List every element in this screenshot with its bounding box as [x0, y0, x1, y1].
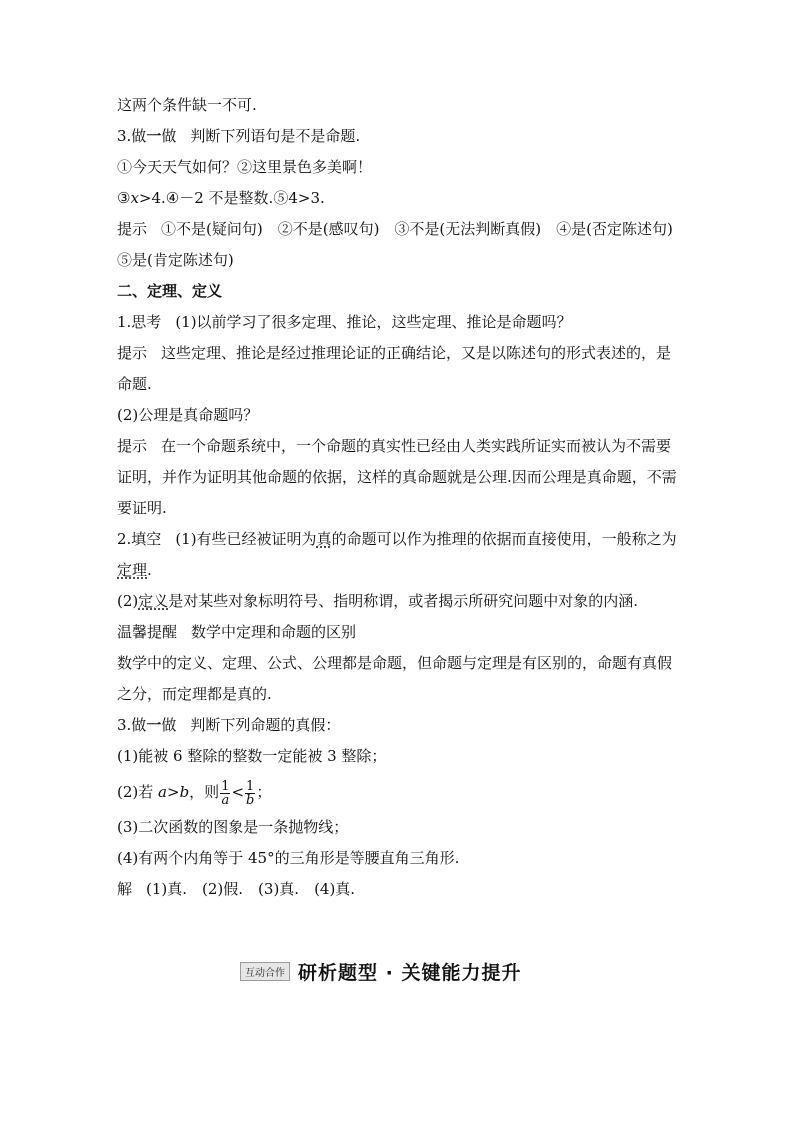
hint-label: 提示 — [117, 220, 148, 238]
math-operator: < — [231, 783, 245, 801]
fill-blank-2 — [117, 586, 682, 617]
blank-answer: 定义 — [138, 592, 169, 610]
section-banner — [240, 956, 521, 986]
reminder-text: 数学中定理和命题的区别 — [191, 623, 357, 641]
text-line: (3)二次函数的图象是一条抛物线； — [117, 818, 349, 836]
math-operator: > — [166, 783, 180, 801]
text-line: (2)公理是真命题吗？ — [117, 406, 259, 424]
reminder-heading — [117, 617, 682, 648]
hint-text: 这些定理、推论是经过推理论证的正确结论，又是以陈述句的形式表述的，是命题. — [117, 344, 672, 393]
fraction-1-over-b — [245, 780, 255, 807]
solution-text: (1)真. (2)假. (3)真. (4)真. — [146, 880, 356, 898]
think-question-1 — [117, 307, 682, 338]
blank-answer: 真 — [316, 530, 332, 548]
hint-paragraph-1 — [117, 214, 682, 245]
fill-label: 2.填空 — [117, 530, 162, 548]
think-text: (1)以前学习了很多定理、推论，这些定理、推论是命题吗？ — [175, 313, 572, 331]
text-line: ①今天天气如何？②这里景色多美啊！ — [117, 158, 373, 176]
text-fragment: >4.④－2 不是整数.⑤4>3. — [138, 189, 325, 207]
solution-label: 解 — [117, 880, 133, 898]
interaction-badge: 互动合作 — [240, 962, 290, 981]
practice-text: 判断下列语句是不是命题. — [190, 127, 361, 145]
text-line — [117, 183, 682, 214]
math-variable: a — [158, 783, 167, 801]
practice-number: 3.做 — [117, 716, 147, 734]
text-fragment: 的命题可以作为推理的依据而直接使用，一般称之为 — [331, 530, 677, 548]
practice-heading-1 — [117, 121, 682, 152]
fraction-denominator: b — [246, 792, 255, 808]
practice-heading-2 — [117, 710, 682, 741]
document-body — [117, 90, 682, 905]
text-fragment: (2) — [117, 592, 139, 610]
practice-bold-char: 一 — [146, 127, 162, 145]
text-fragment: 是对某些对象标明符号、指明称谓，或者揭示所研究问题中对象的内涵. — [168, 592, 639, 610]
circled-number: ③ — [117, 189, 131, 207]
fraction-1-over-a — [220, 780, 230, 807]
practice-rest: 做 — [161, 127, 177, 145]
text-line: 这两个条件缺一不可. — [117, 96, 257, 114]
section-heading: 二、定理、定义 — [117, 282, 223, 300]
practice-bold-char: 一 — [146, 716, 162, 734]
fraction-denominator: a — [221, 792, 230, 808]
text-fragment: (2)若 — [117, 783, 159, 801]
think-label: 1.思考 — [117, 313, 162, 331]
text-line: (1)能被 6 整除的整数一定能被 3 整除； — [117, 747, 387, 765]
fraction-numerator: 1 — [246, 778, 255, 794]
reminder-label: 温馨提醒 — [117, 623, 178, 641]
practice-rest: 做 — [161, 716, 177, 734]
math-variable: b — [179, 783, 190, 801]
math-variable: x — [130, 189, 139, 207]
fill-blank-1 — [117, 524, 682, 586]
text-fragment: ，则 — [189, 783, 220, 801]
solution-line — [117, 874, 682, 905]
hint-text: ①不是(疑问句) ②不是(感叹句) ③不是(无法判断真假) ④是(否定陈述句) — [161, 220, 673, 238]
hint-text: 在一个命题系统中，一个命题的真实性已经由人类实践所证实而被认为不需要证明，并作为证明其他命题的依据，这样的真命题就是公理.因而公理是真命题，不需要证明. — [117, 437, 677, 517]
text-line: (4)有两个内角等于 45°的三角形是等腰直角三角形. — [117, 849, 460, 867]
text-fragment: ； — [256, 783, 272, 801]
practice-text: 判断下列命题的真假： — [190, 716, 341, 734]
fraction-line — [117, 772, 682, 812]
reminder-paragraph: 数学中的定义、定理、公式、公理都是命题，但命题与定理是有区别的，命题有真假之分，而定理都是真的. — [117, 654, 673, 703]
fraction-numerator: 1 — [221, 778, 230, 794]
text-fragment: (1)有些已经被证明为 — [175, 530, 317, 548]
blank-answer: 定理 — [117, 561, 148, 579]
banner-title: 研析题型 · 关键能力提升 — [298, 961, 522, 984]
practice-number: 3.做 — [117, 127, 147, 145]
text-line: ⑤是(肯定陈述句) — [117, 251, 234, 269]
hint-label: 提示 — [117, 437, 148, 455]
hint-paragraph-3 — [117, 431, 682, 524]
hint-paragraph-2 — [117, 338, 682, 400]
hint-label: 提示 — [117, 344, 148, 362]
text-fragment: . — [147, 561, 152, 579]
